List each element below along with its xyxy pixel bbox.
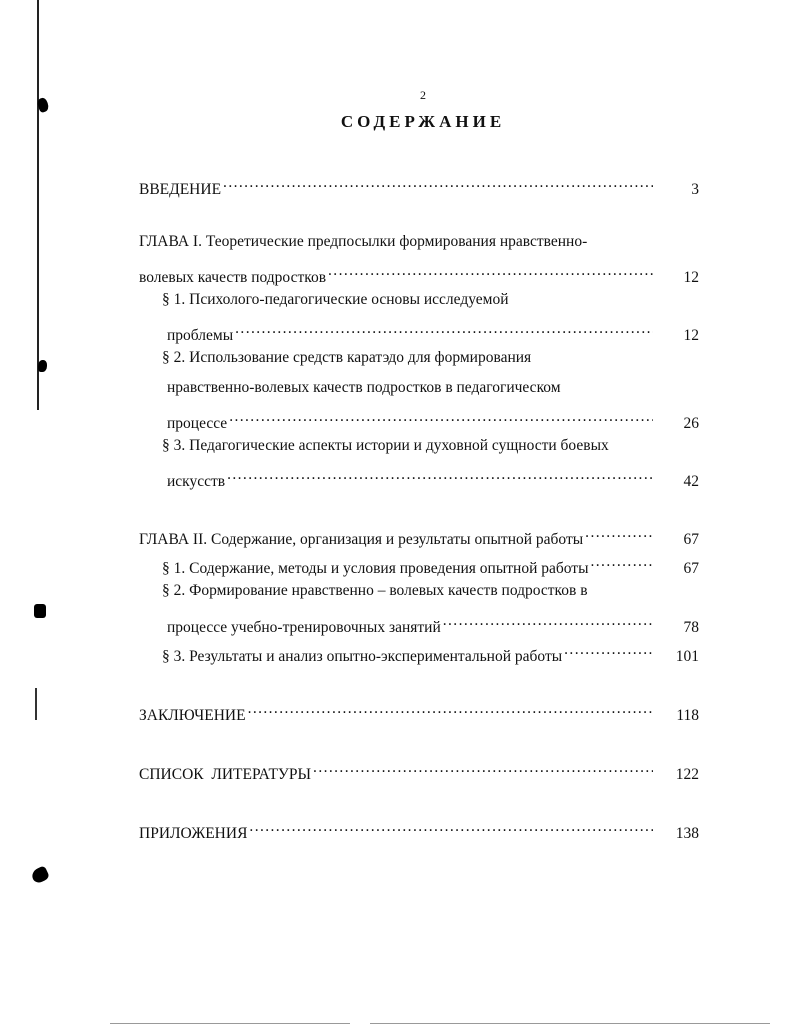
toc-entry-ch2-s1[interactable]: [162, 551, 699, 577]
toc-entry-chapter1[interactable]: [139, 260, 699, 286]
toc-page-number: 12: [683, 327, 699, 344]
toc-label: ВВЕДЕНИЕ: [139, 181, 222, 198]
toc-label: § 3. Результаты и анализ опытно-экспериментальной работы: [162, 648, 563, 665]
toc-ch1-s3-line1[interactable]: § 3. Педагогические аспекты истории и духовной сущности боевых: [162, 437, 609, 454]
toc-entry-ch1-s2[interactable]: [167, 406, 699, 432]
toc-entry-appendices[interactable]: [139, 816, 699, 842]
toc-ch2-s2-line1[interactable]: § 2. Формирование нравственно – волевых качеств подростков в: [162, 582, 588, 599]
toc-label: ПРИЛОЖЕНИЯ: [139, 825, 248, 842]
binding-edge-line-lower: [35, 688, 37, 720]
toc-page-number: 67: [683, 531, 699, 548]
toc-label: ГЛАВА II. Содержание, организация и результаты опытной работы: [139, 531, 584, 548]
toc-page-number: 118: [676, 707, 699, 724]
toc-page-number: 12: [683, 269, 699, 286]
toc-page-number: 26: [683, 415, 699, 432]
dot-leader: [235, 318, 653, 340]
dot-leader: [227, 464, 653, 486]
toc-entry-intro[interactable]: [139, 172, 699, 198]
toc-page-number: 78: [683, 619, 699, 636]
toc-entry-ch2-s3[interactable]: [162, 639, 699, 665]
toc-label: процессе учебно-тренировочных занятий: [167, 619, 441, 636]
toc-page-number: 138: [675, 825, 699, 842]
dot-leader: [223, 172, 653, 194]
toc-page-number: 42: [683, 473, 699, 490]
toc-entry-chapter2[interactable]: [139, 522, 699, 548]
toc-entry-ch2-s2[interactable]: [167, 610, 699, 636]
dot-leader: [313, 757, 653, 779]
toc-ch1-s2-line1[interactable]: § 2. Использование средств каратэдо для формирования: [162, 349, 532, 366]
toc-label: СПИСОК ЛИТЕРАТУРЫ: [139, 766, 312, 783]
toc-label: § 1. Содержание, методы и условия проведения опытной работы: [162, 560, 589, 577]
toc-page-number: 101: [675, 648, 699, 665]
page-title: СОДЕРЖАНИЕ: [340, 112, 506, 131]
toc-label: искусств: [167, 473, 226, 490]
toc-label: волевых качеств подростков: [139, 269, 327, 286]
scan-bottom-edge: [370, 1023, 770, 1024]
dot-leader: [229, 406, 653, 428]
toc-page-number: 122: [675, 766, 699, 783]
toc-label: процессе: [167, 415, 228, 432]
page-number: 2: [420, 88, 426, 102]
toc-label: проблемы: [167, 327, 234, 344]
scan-bottom-edge: [110, 1023, 350, 1024]
toc-entry-conclusion[interactable]: [139, 698, 699, 724]
binding-edge-line: [37, 0, 39, 410]
toc-label: ЗАКЛЮЧЕНИЕ: [139, 707, 246, 724]
toc-entry-ch1-s3[interactable]: [167, 464, 699, 490]
toc-page-number: 67: [683, 560, 699, 577]
toc-chapter1-title-line1[interactable]: ГЛАВА I. Теоретические предпосылки формирования нравственно-: [139, 233, 588, 250]
toc-ch1-s1-line1[interactable]: § 1. Психолого-педагогические основы исследуемой: [162, 291, 509, 308]
toc-entry-ch1-s1[interactable]: [167, 318, 699, 344]
dot-leader: [585, 522, 653, 544]
dot-leader: [591, 551, 654, 573]
dot-leader: [443, 610, 653, 632]
punch-hole-mark: [34, 604, 46, 618]
dot-leader: [564, 639, 653, 661]
dot-leader: [248, 698, 653, 720]
punch-hole-mark: [38, 360, 47, 372]
toc-ch1-s2-line2[interactable]: нравственно-волевых качеств подростков в педагогическом: [167, 379, 561, 396]
dot-leader: [249, 816, 653, 838]
dot-leader: [328, 260, 653, 282]
punch-hole-mark: [30, 865, 50, 884]
toc-page-number: 3: [691, 181, 699, 198]
toc-entry-bibliography[interactable]: [139, 757, 699, 783]
